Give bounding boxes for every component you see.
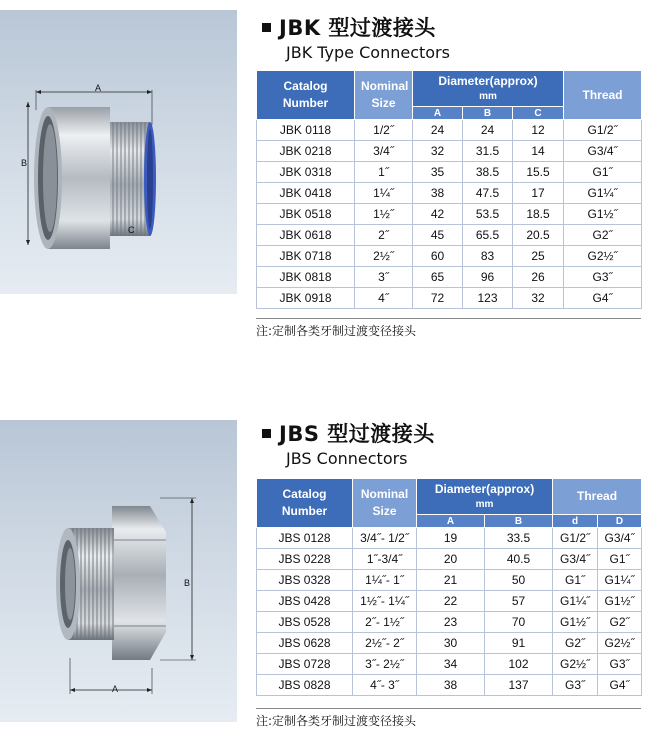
cell-diameter-a: 34 (417, 654, 485, 675)
cell-diameter-a: 65 (413, 267, 463, 288)
cell-thread-D: G2˝ (598, 612, 642, 633)
cell-diameter-b: 123 (463, 288, 513, 309)
cell-diameter-b: 40.5 (485, 549, 553, 570)
cell-diameter-b: 70 (485, 612, 553, 633)
jbk-dim-c-label: C (128, 225, 135, 235)
cell-thread: G4˝ (564, 288, 642, 309)
jbk-spec-table (256, 70, 642, 309)
table-row (257, 141, 642, 162)
cell-thread: G2½˝ (564, 246, 642, 267)
table-row (257, 246, 642, 267)
cell-diameter-c: 26 (513, 267, 564, 288)
cell-diameter-c: 15.5 (513, 162, 564, 183)
cell-nominal-size: 1¼˝- 1˝ (353, 570, 417, 591)
header-diameter: Diameter(approx) mm (413, 71, 564, 107)
jbk-note: 注:定制各类牙制过渡变径接头 (256, 318, 641, 339)
cell-diameter-a: 72 (413, 288, 463, 309)
header-thread: Thread (553, 479, 642, 515)
cell-nominal-size: 4˝- 3˝ (353, 675, 417, 696)
jbs-spec-table (256, 478, 642, 696)
cell-diameter-b: 137 (485, 675, 553, 696)
cell-nominal-size: 4˝ (355, 288, 413, 309)
cell-diameter-b: 57 (485, 591, 553, 612)
cell-catalog-number: JBS 0428 (257, 591, 353, 612)
header-a: A (417, 515, 485, 528)
header-catalog-number: Catalog Number (257, 479, 353, 528)
table-row (257, 120, 642, 141)
cell-thread-D: G1½˝ (598, 591, 642, 612)
cell-thread-d: G2½˝ (553, 654, 598, 675)
cell-diameter-a: 20 (417, 549, 485, 570)
jbk-dim-a-label: A (95, 83, 102, 93)
table-row (257, 162, 642, 183)
header-nominal-size: Nominal Size (353, 479, 417, 528)
header-thread: Thread (564, 71, 642, 120)
cell-thread-d: G1/2˝ (553, 528, 598, 549)
cell-thread-D: G1˝ (598, 549, 642, 570)
cell-thread-d: G1¼˝ (553, 591, 598, 612)
jbs-photo-panel (0, 420, 237, 722)
jbk-connector-image (0, 10, 237, 294)
jbs-dim-a-label: A (112, 684, 119, 694)
table-row (257, 225, 642, 246)
cell-diameter-c: 32 (513, 288, 564, 309)
header-thread-d-small: d (553, 515, 598, 528)
cell-catalog-number: JBS 0728 (257, 654, 353, 675)
header-thread-d-big: D (598, 515, 642, 528)
header-c: C (513, 107, 564, 120)
cell-thread-D: G3/4˝ (598, 528, 642, 549)
cell-thread: G3˝ (564, 267, 642, 288)
jbk-dim-b-label: B (21, 158, 28, 168)
cell-diameter-b: 50 (485, 570, 553, 591)
jbs-note: 注:定制各类牙制过渡变径接头 (256, 708, 641, 729)
cell-diameter-c: 20.5 (513, 225, 564, 246)
cell-catalog-number: JBS 0328 (257, 570, 353, 591)
cell-catalog-number: JBK 0218 (257, 141, 355, 162)
cell-nominal-size: 2½˝- 2˝ (353, 633, 417, 654)
cell-thread-d: G1˝ (553, 570, 598, 591)
cell-catalog-number: JBK 0418 (257, 183, 355, 204)
cell-thread-d: G2˝ (553, 633, 598, 654)
cell-nominal-size: 1½˝ (355, 204, 413, 225)
table-row (257, 267, 642, 288)
cell-thread-D: G4˝ (598, 675, 642, 696)
cell-catalog-number: JBK 0118 (257, 120, 355, 141)
cell-thread-d: G3˝ (553, 675, 598, 696)
header-b: B (485, 515, 553, 528)
cell-thread-D: G1¼˝ (598, 570, 642, 591)
cell-nominal-size: 1˝-3/4˝ (353, 549, 417, 570)
cell-thread-D: G3˝ (598, 654, 642, 675)
cell-diameter-a: 45 (413, 225, 463, 246)
cell-diameter-b: 33.5 (485, 528, 553, 549)
jbk-title: JBK 型过渡接头 (262, 12, 450, 42)
cell-diameter-a: 19 (417, 528, 485, 549)
table-row (257, 288, 642, 309)
cell-thread: G1½˝ (564, 204, 642, 225)
cell-diameter-a: 60 (413, 246, 463, 267)
table-row (257, 675, 642, 696)
cell-catalog-number: JBS 0228 (257, 549, 353, 570)
cell-diameter-c: 12 (513, 120, 564, 141)
cell-diameter-c: 14 (513, 141, 564, 162)
jbk-photo-panel (0, 10, 237, 294)
cell-catalog-number: JBS 0828 (257, 675, 353, 696)
cell-diameter-b: 38.5 (463, 162, 513, 183)
table-row (257, 612, 642, 633)
cell-nominal-size: 3˝ (355, 267, 413, 288)
cell-diameter-c: 18.5 (513, 204, 564, 225)
cell-diameter-a: 42 (413, 204, 463, 225)
table-row (257, 633, 642, 654)
cell-diameter-b: 102 (485, 654, 553, 675)
jbk-heading (262, 12, 450, 62)
header-nominal-size: Nominal Size (355, 71, 413, 120)
cell-nominal-size: 2˝- 1½˝ (353, 612, 417, 633)
cell-thread: G1¼˝ (564, 183, 642, 204)
jbs-connector-image (0, 420, 237, 722)
cell-nominal-size: 1/2˝ (355, 120, 413, 141)
cell-diameter-a: 38 (413, 183, 463, 204)
cell-diameter-b: 65.5 (463, 225, 513, 246)
cell-diameter-a: 38 (417, 675, 485, 696)
header-a: A (413, 107, 463, 120)
cell-nominal-size: 3/4˝- 1/2˝ (353, 528, 417, 549)
cell-catalog-number: JBS 0128 (257, 528, 353, 549)
cell-diameter-a: 21 (417, 570, 485, 591)
cell-catalog-number: JBK 0818 (257, 267, 355, 288)
cell-nominal-size: 1½˝- 1¼˝ (353, 591, 417, 612)
cell-diameter-b: 47.5 (463, 183, 513, 204)
cell-catalog-number: JBS 0528 (257, 612, 353, 633)
cell-thread-d: G3/4˝ (553, 549, 598, 570)
cell-thread: G1˝ (564, 162, 642, 183)
cell-catalog-number: JBK 0318 (257, 162, 355, 183)
cell-diameter-c: 17 (513, 183, 564, 204)
cell-catalog-number: JBK 0518 (257, 204, 355, 225)
cell-diameter-a: 35 (413, 162, 463, 183)
table-row (257, 591, 642, 612)
jbs-title: JBS 型过渡接头 (262, 418, 435, 448)
table-row (257, 183, 642, 204)
cell-thread: G2˝ (564, 225, 642, 246)
cell-nominal-size: 3/4˝ (355, 141, 413, 162)
table-row (257, 570, 642, 591)
cell-diameter-c: 25 (513, 246, 564, 267)
cell-diameter-a: 32 (413, 141, 463, 162)
jbs-dim-b-label: B (184, 578, 191, 588)
cell-nominal-size: 3˝- 2½˝ (353, 654, 417, 675)
cell-nominal-size: 1¼˝ (355, 183, 413, 204)
cell-catalog-number: JBS 0628 (257, 633, 353, 654)
jbs-heading (262, 418, 435, 468)
cell-diameter-a: 22 (417, 591, 485, 612)
jbk-subtitle: JBK Type Connectors (286, 43, 450, 62)
cell-diameter-a: 24 (413, 120, 463, 141)
table-row (257, 549, 642, 570)
cell-catalog-number: JBK 0918 (257, 288, 355, 309)
table-row (257, 654, 642, 675)
header-diameter: Diameter(approx) mm (417, 479, 553, 515)
cell-nominal-size: 2½˝ (355, 246, 413, 267)
cell-catalog-number: JBK 0718 (257, 246, 355, 267)
cell-thread-D: G2½˝ (598, 633, 642, 654)
cell-thread: G1/2˝ (564, 120, 642, 141)
cell-diameter-b: 83 (463, 246, 513, 267)
cell-diameter-b: 31.5 (463, 141, 513, 162)
cell-diameter-b: 91 (485, 633, 553, 654)
cell-diameter-b: 24 (463, 120, 513, 141)
cell-nominal-size: 2˝ (355, 225, 413, 246)
cell-diameter-a: 23 (417, 612, 485, 633)
table-row (257, 528, 642, 549)
cell-diameter-b: 53.5 (463, 204, 513, 225)
cell-thread: G3/4˝ (564, 141, 642, 162)
cell-thread-d: G1½˝ (553, 612, 598, 633)
cell-catalog-number: JBK 0618 (257, 225, 355, 246)
header-catalog-number: Catalog Number (257, 71, 355, 120)
cell-nominal-size: 1˝ (355, 162, 413, 183)
header-b: B (463, 107, 513, 120)
table-row (257, 204, 642, 225)
cell-diameter-a: 30 (417, 633, 485, 654)
jbs-subtitle: JBS Connectors (286, 449, 408, 468)
cell-diameter-b: 96 (463, 267, 513, 288)
